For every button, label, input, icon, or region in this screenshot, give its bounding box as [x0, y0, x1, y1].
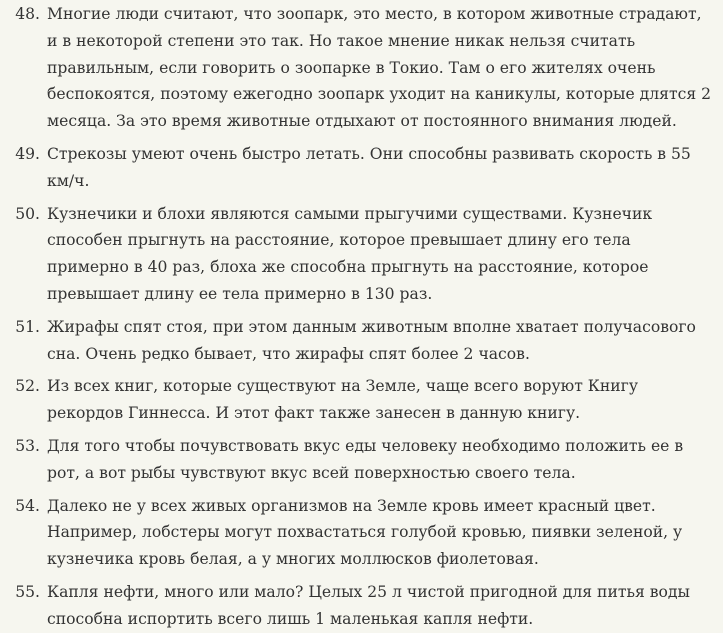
- list-text: Кузнечики и блохи являются самыми прыгучими существами. Кузнечик способен прыгнуть на расстояние, которое превышает длину его тела примерно в 40 раз, блоха же способна прыгнуть на расстояние, которое превышает длину ее тела примерно в 130 раз.: [47, 204, 653, 303]
- list-number: 50.: [15, 204, 40, 223]
- list-item-51: [0, 314, 723, 368]
- list-text: Стрекозы умеют очень быстро летать. Они способны развивать скорость в 55 км/ч.: [47, 144, 691, 190]
- list-item-48: [0, 1, 723, 135]
- list-text: Далеко не у всех живых организмов на Земле кровь имеет красный цвет. Например, лобстеры могут похвастаться голубой кровью, пиявки зеленой, у кузнечика кровь белая, а у многих моллюсков фиолетовая.: [47, 496, 683, 569]
- list-text: Из всех книг, которые существуют на Земле, чаще всего воруют Книгу рекордов Гиннесса. И этот факт также занесен в данную книгу.: [47, 377, 639, 423]
- facts-list: [0, 1, 723, 633]
- list-item-53: [0, 433, 723, 487]
- list-item-49: [0, 141, 723, 195]
- list-number: 55.: [15, 582, 40, 601]
- list-text: Многие люди считают, что зоопарк, это место, в котором животные страдают, и в некоторой степени это так. Но такое мнение никак нельзя считать правильным, если говорить о зоопарке в Токио. Там о его жителях очень беспокоятся, поэтому ежегодно зоопарк уходит на каникулы, которые длятся 2 месяца. За это время животные отдыхают от постоянного внимания людей.: [47, 5, 712, 131]
- list-item-52: [0, 373, 723, 427]
- list-item-50: [0, 201, 723, 308]
- list-number: 49.: [15, 144, 40, 163]
- list-text: Жирафы спят стоя, при этом данным животным вполне хватает получасового сна. Очень редко бывает, что жирафы спят более 2 часов.: [47, 317, 696, 363]
- list-item-55: [0, 579, 723, 633]
- list-text: Капля нефти, много или мало? Целых 25 л чистой пригодной для питья воды способна испортить всего лишь 1 маленькая капля нефти.: [47, 582, 690, 628]
- list-item-54: [0, 493, 723, 573]
- list-text: Для того чтобы почувствовать вкус еды человеку необходимо положить ее в рот, а вот рыбы чувствуют вкус всей поверхностью своего тела.: [47, 436, 684, 482]
- list-number: 53.: [15, 436, 40, 455]
- list-number: 52.: [15, 377, 40, 396]
- list-number: 54.: [15, 496, 40, 515]
- list-number: 48.: [15, 5, 40, 23]
- list-number: 51.: [15, 317, 40, 336]
